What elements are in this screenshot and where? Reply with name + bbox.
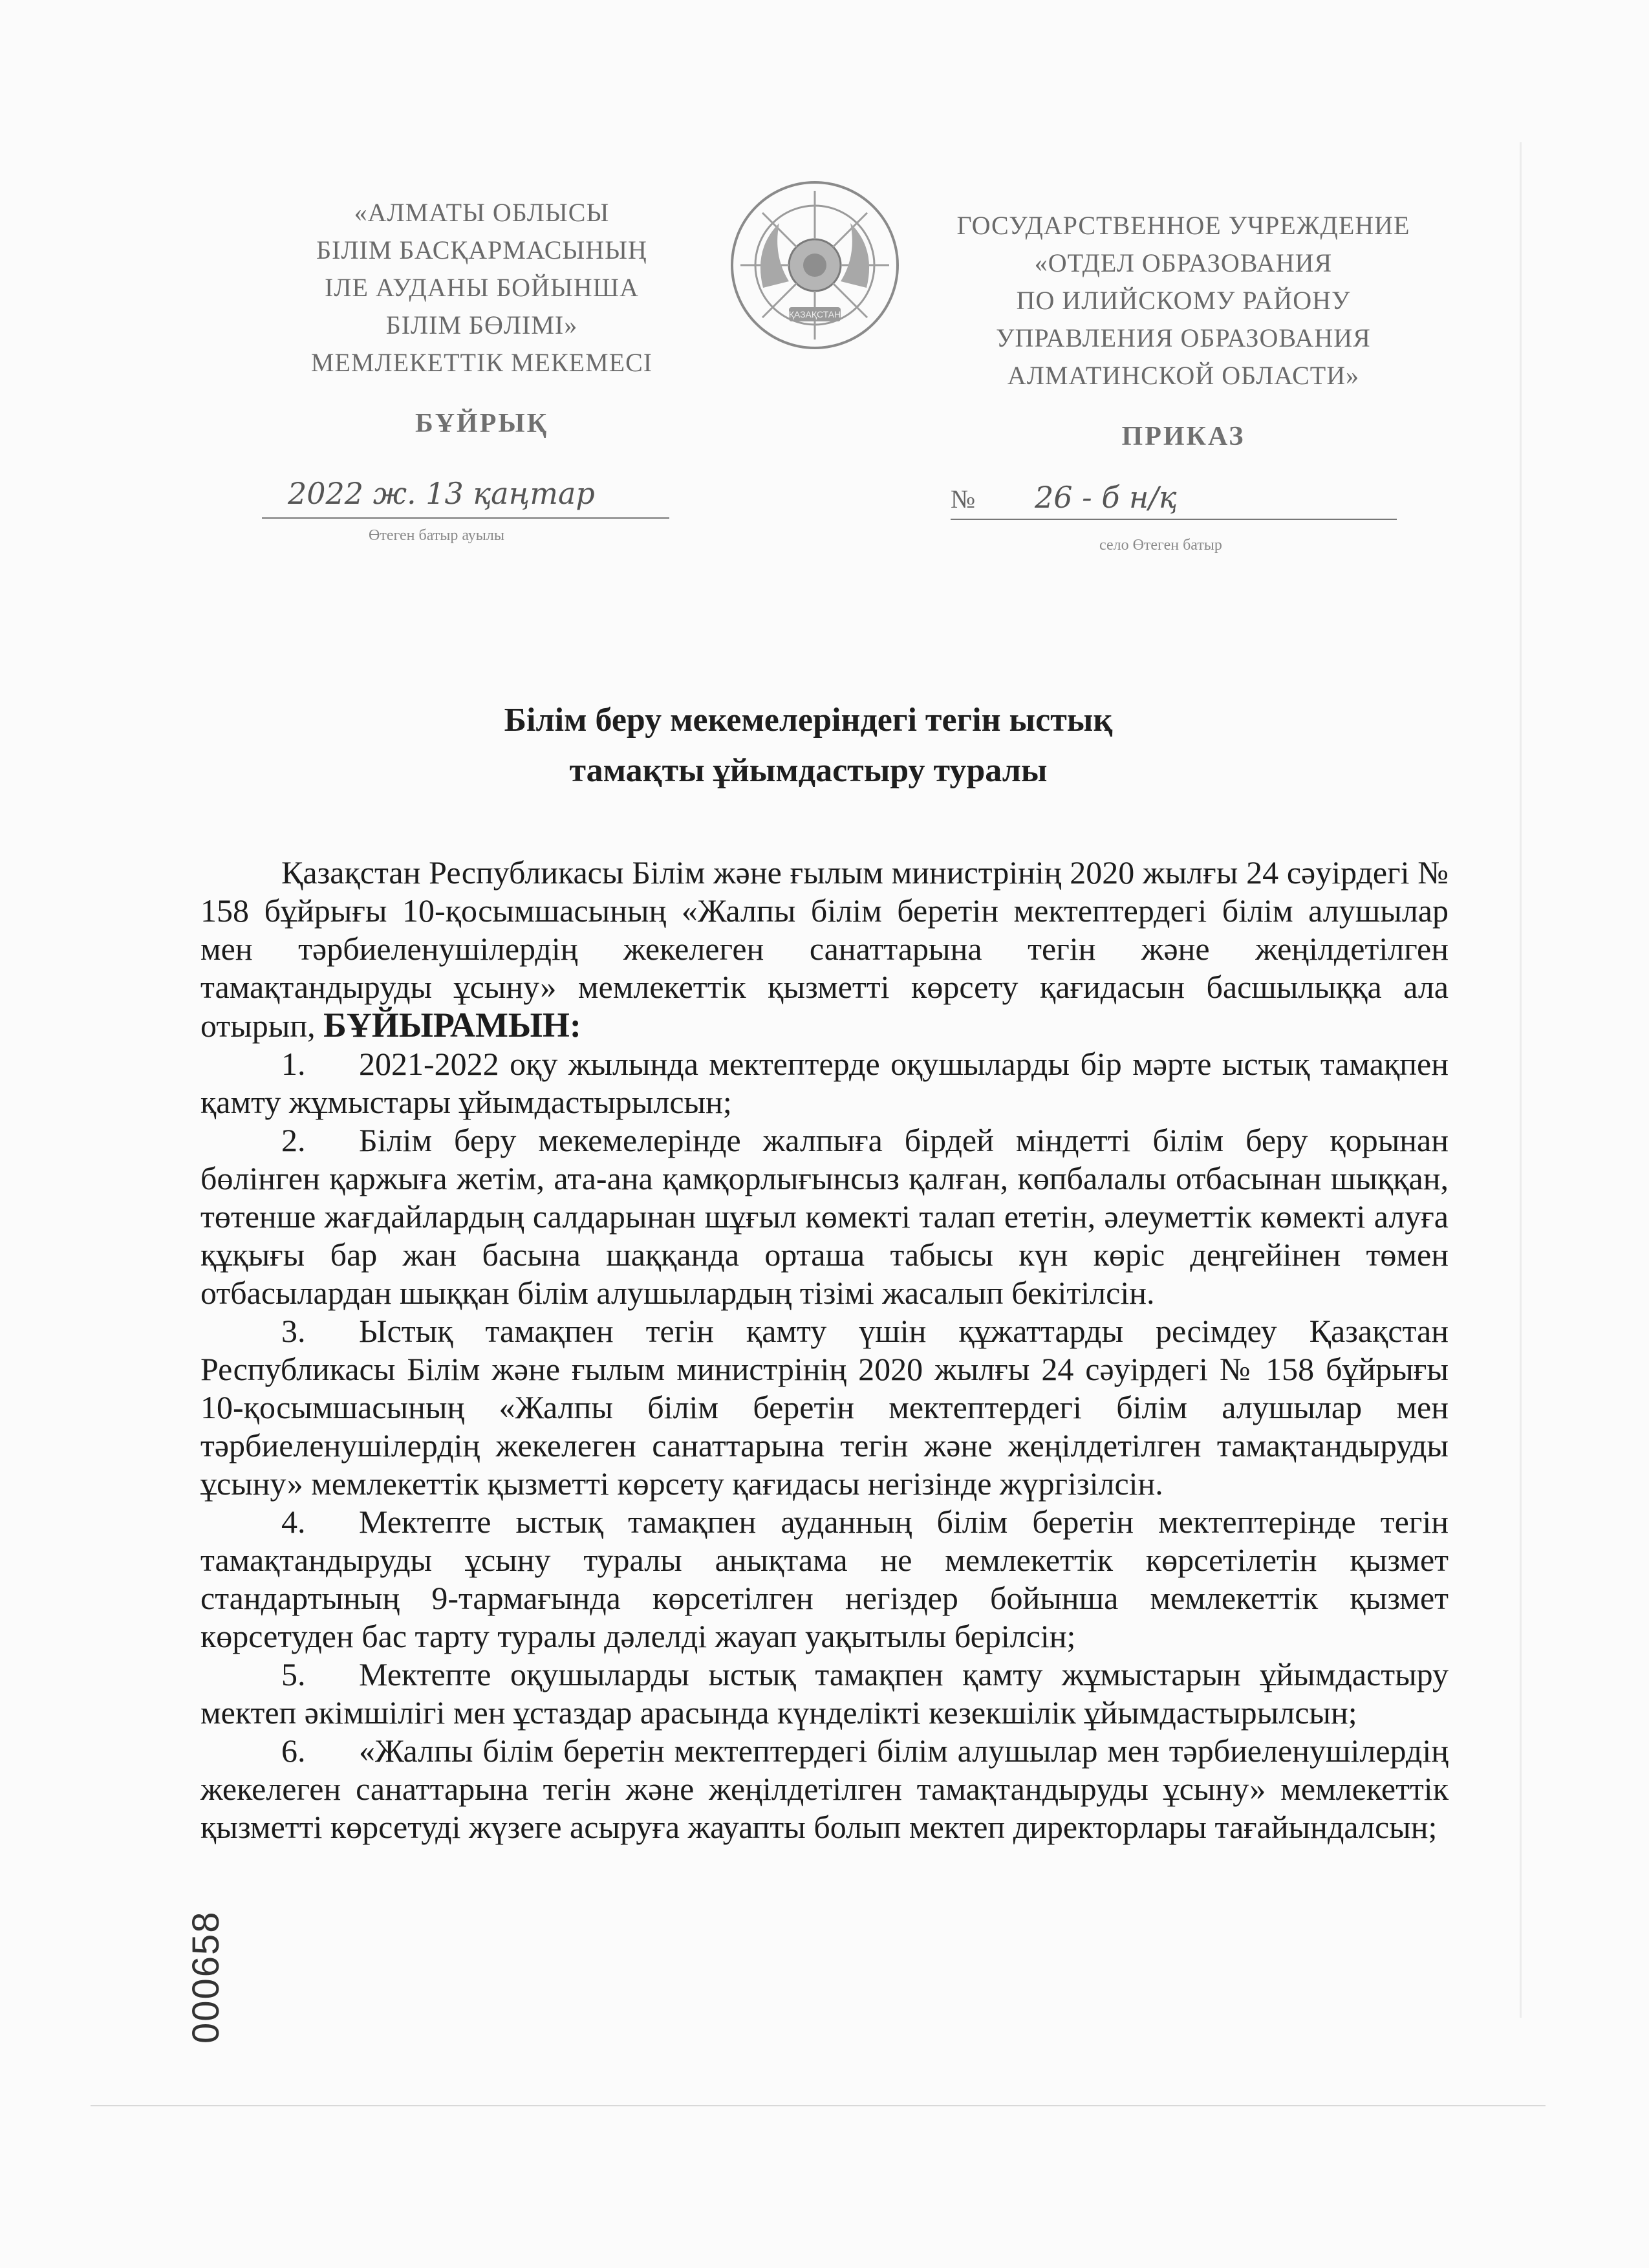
- list-item: [200, 1503, 1449, 1656]
- preamble: [200, 854, 1449, 1045]
- item-number: 5.: [281, 1656, 306, 1692]
- header-right-line: «ОТДЕЛ ОБРАЗОВАНИЯ: [1034, 248, 1333, 277]
- emblem-inscription: ҚАЗАҚСТАН: [788, 309, 841, 319]
- item-number: 3.: [281, 1313, 306, 1349]
- item-number: 4.: [281, 1504, 306, 1540]
- header-left-line: МЕМЛЕКЕТТІК МЕКЕМЕСІ: [310, 348, 653, 377]
- number-handwritten: 26 - б н/қ: [1035, 480, 1177, 515]
- item-text: Ыстық тамақпен тегін қамту үшін құжаттарды ресімдеу Қазақстан Республикасы Білім және ғылым министрінің 2020 жылғы 24 сәуірдегі № 158 бұйрығы 10-қосымшасының «Жалпы білім беретін мектептердегі білім алушылар мен тәрбиеленушілердің жекелеген санаттарына тегін және жеңілдетілген тамақтандыруды ұсыну» мемлекеттік қызметті көрсету қағидасы негізінде жүргізілсін.: [200, 1313, 1449, 1502]
- number-field: [951, 479, 1397, 520]
- document-title: [323, 695, 1293, 796]
- item-number: 6.: [281, 1733, 306, 1769]
- preamble-text: Қазақстан Республикасы Білім және ғылым министрінің 2020 жылғы 24 сәуірдегі № 158 бұйрығы 10-қосымшасының «Жалпы білім беретін мектептердегі білім алушылар мен тәрбиеленушілердің жекелеген санаттарына тегін және жеңілдетілген тамақтандыруды ұсыну» мемлекеттік қызметті көрсету қағидасын басшылыққа ала отырып,: [200, 854, 1449, 1044]
- list-item: [200, 1656, 1449, 1732]
- header-left-line: БІЛІМ БӨЛІМІ»: [385, 310, 578, 340]
- list-item: [200, 1045, 1449, 1121]
- item-text: 2021-2022 оқу жылында мектептерде оқушыларды бір мәрте ыстық тамақпен қамту жұмыстары ұйымдастырылсын;: [200, 1046, 1449, 1120]
- item-text: Білім беру мекемелерінде жалпыға бірдей міндетті білім беру қорынан бөлінген қаржыға жетім, ата-ана қамқорлығынсыз қалған, көпбалалы отбасынан шыққан, төтенше жағдайлардың салдарынан шұғыл көмекті талап ететін, әлеуметтік көмекті алуға құқығы бар жан басына шаққанда орташа табысы күн көріс деңгейінен төмен отбасылардан шыққан білім алушылардың тізімі жасалып бекітілсін.: [200, 1122, 1449, 1311]
- place-right: село Өтеген батыр: [1099, 537, 1222, 554]
- scan-divider: [91, 2105, 1546, 2106]
- item-number: 2.: [281, 1122, 306, 1158]
- item-text: Мектепте оқушыларды ыстық тамақпен қамту жұмыстарын ұйымдастыру мектеп әкімшілігі мен ұстаздар арасында күнделікті кезекшілік ұйымдастырылсын;: [200, 1656, 1449, 1731]
- item-text: «Жалпы білім беретін мектептердегі білім алушылар мен тәрбиеленушілердің жекелеген санаттарына тегін және жеңілдетілген тамақтандыруды ұсыну» мемлекеттік қызметті көрсетуді жүзеге асыруға жауапты болып мектеп директорлары тағайындалсын;: [200, 1733, 1449, 1845]
- header-right-line: УПРАВЛЕНИЯ ОБРАЗОВАНИЯ: [996, 323, 1371, 352]
- item-number: 1.: [281, 1046, 306, 1082]
- header-right-line: АЛМАТИНСКОЙ ОБЛАСТИ»: [1007, 361, 1360, 390]
- document-body: [200, 854, 1449, 1846]
- title-line: тамақты ұйымдастыру туралы: [569, 752, 1048, 789]
- place-left: Өтеген батыр ауылы: [369, 527, 505, 544]
- list-item: [200, 1732, 1449, 1846]
- order-label-kz: БҰЙРЫҚ: [415, 409, 549, 438]
- header-left-line: «АЛМАТЫ ОБЛЫСЫ: [354, 198, 610, 227]
- list-item: [200, 1312, 1449, 1503]
- header-left-line: БІЛІМ БАСҚАРМАСЫНЫҢ: [316, 235, 647, 265]
- command-word: БҰЙЫРАМЫН:: [323, 1006, 581, 1044]
- order-label-ru: ПРИКАЗ: [1121, 422, 1245, 451]
- date-field: [262, 472, 669, 519]
- item-text: Мектепте ыстық тамақпен ауданның білім беретін мектептерінде тегін тамақтандыруды ұсыну туралы анықтама не мемлекеттік көрсетілетін қызмет стандартының 9-тармағында көрсетілген негіздер бойынша мемлекеттік қызмет көрсетуден бас тарту туралы дәлелді жауап уақытылы берілсін;: [200, 1504, 1449, 1654]
- header-right-line: ГОСУДАРСТВЕННОЕ УЧРЕЖДЕНИЕ: [956, 211, 1410, 240]
- header-right: [899, 207, 1468, 455]
- title-line: Білім беру мекемелеріндегі тегін ыстық: [504, 702, 1113, 739]
- stamp-number: 000658: [185, 1910, 227, 2044]
- list-item: [200, 1121, 1449, 1312]
- header-right-line: ПО ИЛИЙСКОМУ РАЙОНУ: [1016, 286, 1351, 315]
- header-left-line: ІЛЕ АУДАНЫ БОЙЫНША: [325, 273, 639, 302]
- date-handwritten: 2022 ж. 13 қаңтар: [288, 476, 595, 511]
- header-left: [246, 194, 718, 442]
- number-label: №: [951, 484, 976, 513]
- state-emblem-icon: [727, 178, 902, 352]
- scan-edge: [1520, 142, 1522, 2018]
